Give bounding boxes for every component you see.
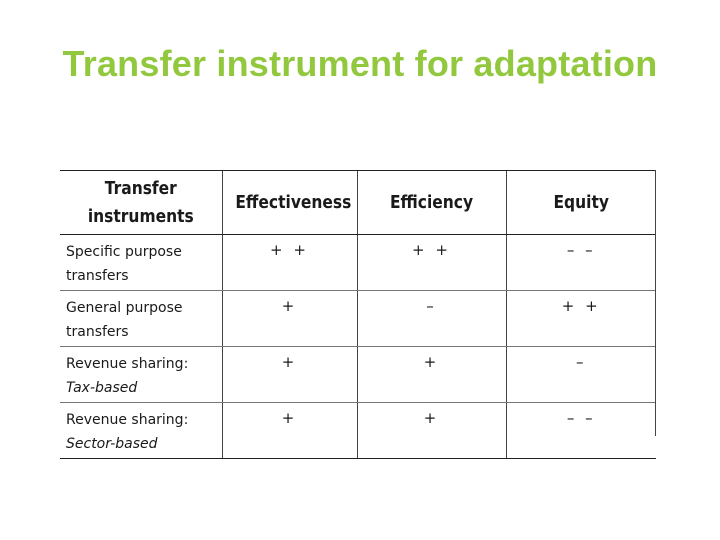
effectiveness-cell: + [222, 347, 357, 403]
row-label-line1: General purpose [66, 300, 183, 316]
row-label-line1: Revenue sharing: [66, 412, 189, 428]
table-row [60, 291, 656, 347]
transfer-instrument-table [60, 170, 656, 459]
efficiency-cell: – [357, 291, 506, 347]
row-label-line1: Revenue sharing: [66, 356, 189, 372]
row-label [60, 291, 222, 347]
effectiveness-cell: + [222, 403, 357, 459]
equity-cell: – – [506, 235, 656, 291]
table-row [60, 235, 656, 291]
row-label-line1: Specific purpose [66, 244, 182, 260]
slide-title: Transfer instrument for adaptation [62, 43, 658, 84]
table-right-border [655, 170, 657, 436]
efficiency-cell: + + [357, 235, 506, 291]
effectiveness-cell: + + [222, 235, 357, 291]
transfer-instrument-table-container [60, 170, 656, 452]
equity-cell: + + [506, 291, 656, 347]
header-efficiency: Efficiency [367, 171, 495, 235]
equity-cell: – [506, 347, 656, 403]
table-row [60, 403, 656, 459]
row-label [60, 235, 222, 291]
effectiveness-cell: + [222, 291, 357, 347]
efficiency-cell: + [357, 347, 506, 403]
row-label [60, 403, 222, 459]
table-header-row [60, 171, 656, 235]
header-effectiveness: Effectiveness [231, 171, 347, 235]
efficiency-cell: + [357, 403, 506, 459]
equity-cell: – – [506, 403, 656, 459]
header-equity: Equity [517, 171, 646, 235]
row-label-line2: transfers [66, 324, 129, 340]
row-label [60, 347, 222, 403]
row-label-line2: Sector-based [66, 436, 158, 452]
header-transfer-instruments: Transfer instruments [71, 171, 210, 235]
table-row [60, 347, 656, 403]
row-label-line2: Tax-based [66, 380, 138, 396]
row-label-line2: transfers [66, 268, 129, 284]
